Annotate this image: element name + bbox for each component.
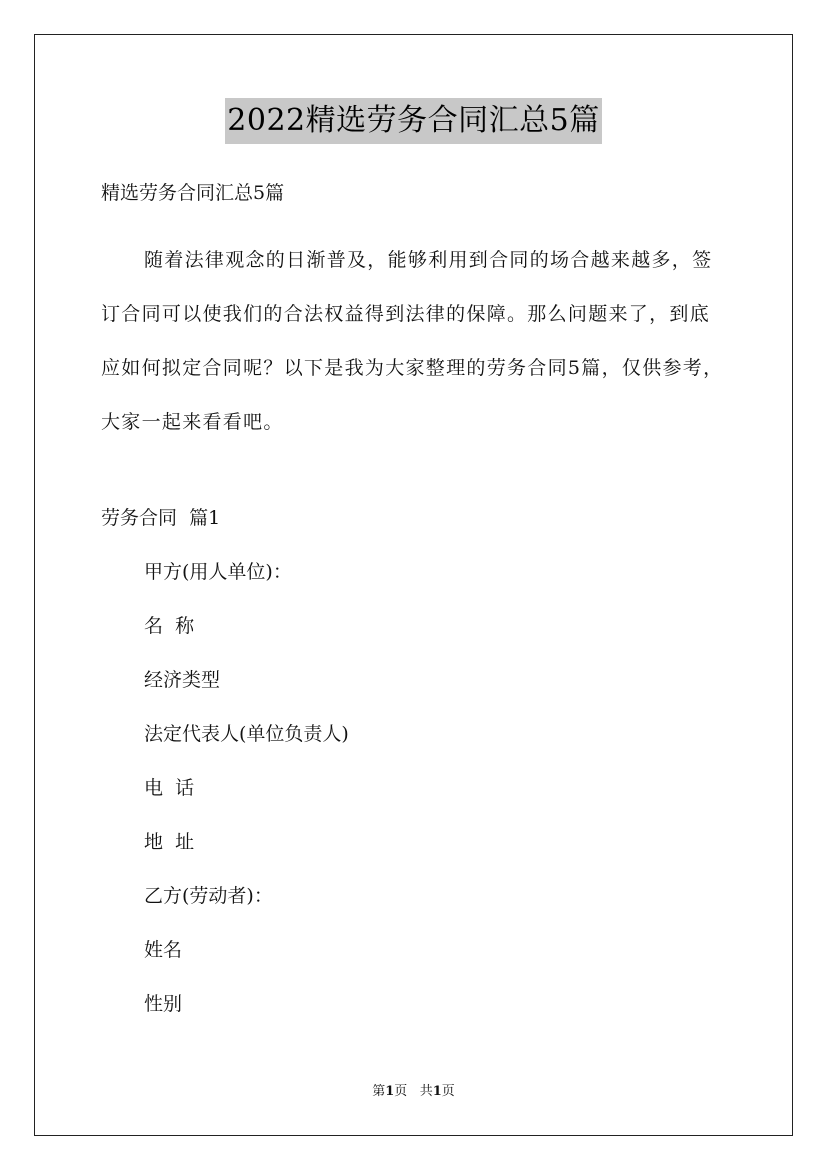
party-b-label: 乙方(劳动者)：: [144, 885, 273, 907]
intro-line: 随着法律观念的日渐普及，能够利用到合同的场合越来越多，签: [144, 249, 713, 271]
footer-total-prefix: 共: [419, 1084, 433, 1099]
party-a-label: 甲方(用人单位)：: [144, 561, 292, 583]
field-surname: 姓名: [144, 939, 183, 961]
intro-paragraph: [101, 233, 741, 449]
field-name: 名 称: [144, 615, 195, 637]
intro-line: 应如何拟定合同呢？以下是我为大家整理的劳务合同5篇，仅供参考，: [101, 357, 724, 379]
footer-page-suffix: 页: [394, 1084, 408, 1099]
field-economic-type: 经济类型: [144, 669, 221, 691]
page-footer: [0, 1083, 827, 1101]
field-address: 地 址: [144, 831, 195, 853]
footer-page-number: 1: [385, 1084, 395, 1099]
section-heading: 劳务合同 篇1: [101, 507, 221, 529]
footer-total-number: 1: [432, 1084, 442, 1099]
intro-line: 大家一起来看看吧。: [101, 411, 284, 433]
document-title: 2022精选劳务合同汇总5篇: [225, 98, 601, 144]
footer-page-prefix: 第: [372, 1084, 386, 1099]
field-gender: 性别: [144, 993, 183, 1015]
title-container: [0, 98, 827, 144]
field-phone: 电 话: [144, 777, 195, 799]
intro-line: 订合同可以使我们的合法权益得到法律的保障。那么问题来了，到底: [101, 303, 711, 325]
field-legal-representative: 法定代表人(单位负责人): [144, 723, 349, 745]
document-subtitle: 精选劳务合同汇总5篇: [101, 182, 285, 204]
footer-total-suffix: 页: [441, 1084, 455, 1099]
